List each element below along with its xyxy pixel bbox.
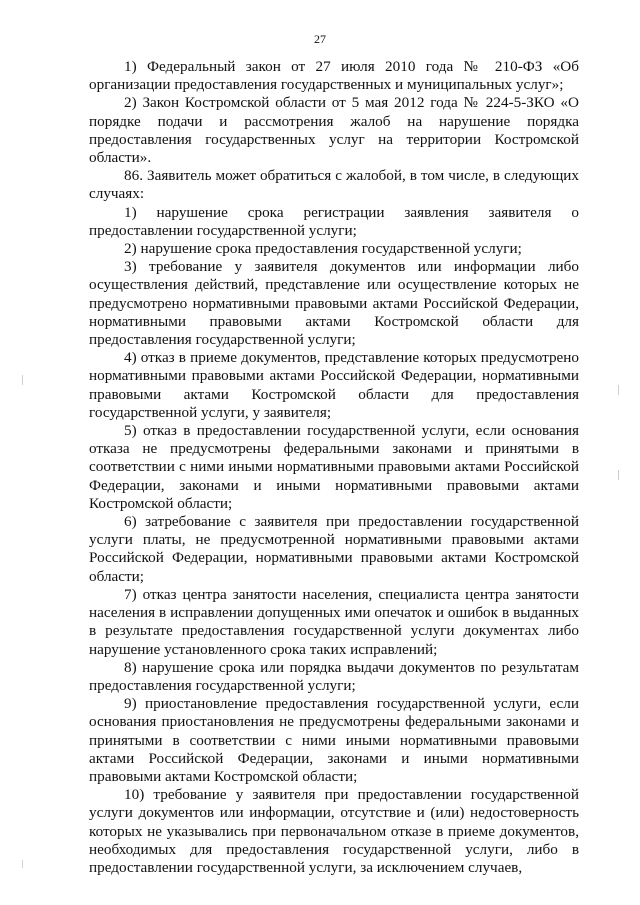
scan-mark bbox=[618, 385, 619, 395]
paragraph: 2) нарушение срока предоставления государственной услуги; bbox=[124, 240, 522, 258]
scan-mark bbox=[618, 470, 619, 480]
paragraph: 6) затребование с заявителя при предоставлении государственной услуги платы, не предусмотренной нормативными правовыми актами Российской Федерации, нормативными правовыми актами Костромской области; bbox=[89, 513, 579, 585]
document-body bbox=[89, 58, 579, 877]
page-number: 27 bbox=[314, 32, 326, 46]
paragraph: 86. Заявитель может обратиться с жалобой, в том числе, в следующих случаях: bbox=[89, 167, 579, 203]
paragraph: 9) приостановление предоставления государственной услуги, если основания приостановления не предусмотрены федеральными законами и принятыми в соответствии с ними иными нормативными правовыми актами Российской Федерации, законами и иными нормативными правовыми актами Костромской области; bbox=[89, 695, 579, 785]
paragraph: 1) нарушение срока регистрации заявления заявителя о предоставлении государственной услуги; bbox=[89, 203, 579, 239]
paragraph: 2) Закон Костромской области от 5 мая 2012 года № 224-5-ЗКО «О порядке подачи и рассмотрения жалоб на нарушение порядка предоставления государственных услуг на территории Костромской области». bbox=[89, 94, 579, 167]
paragraph: 7) отказ центра занятости населения, специалиста центра занятости населения в исправлении допущенных ими опечаток и ошибок в выданных в результате предоставления государственной услуги документах либо нарушение установленного срока таких исправлений; bbox=[89, 585, 579, 658]
paragraph: 5) отказ в предоставлении государственной услуги, если основания отказа не предусмотрены федеральными законами и принятыми в соответствии с ними иными нормативными правовыми актами Российской Федерации, законами и иными нормативными правовыми актами Костромской области; bbox=[89, 422, 579, 512]
scan-mark bbox=[22, 860, 23, 868]
paragraph: 4) отказ в приеме документов, представление которых предусмотрено нормативными правовыми актами Российской Федерации, нормативными правовыми актами Костромской области для предоставления государственной услуги, у заявителя; bbox=[89, 349, 579, 421]
paragraph: 8) нарушение срока или порядка выдачи документов по результатам предоставления государственной услуги; bbox=[89, 658, 579, 694]
paragraph: 3) требование у заявителя документов или информации либо осуществления действий, представление или осуществление которых не предусмотрено нормативными правовыми актами Российской Федерации, нормативными правовыми актами Костромской области для предоставления государственной услуги; bbox=[89, 258, 579, 349]
scan-mark bbox=[22, 375, 23, 385]
paragraph: 10) требование у заявителя при предоставлении государственной услуги документов или информации, отсутствие и (или) недостоверность которых не указывались при первоначальном отказе в приеме документов, необходимых для предоставления государственной услуги, либо в предоставлении государственной услуги, за исключением случаев, bbox=[89, 786, 579, 876]
paragraph: 1) Федеральный закон от 27 июля 2010 года № 210-ФЗ «Об организации предоставления государственных и муниципальных услуг»; bbox=[89, 58, 579, 94]
